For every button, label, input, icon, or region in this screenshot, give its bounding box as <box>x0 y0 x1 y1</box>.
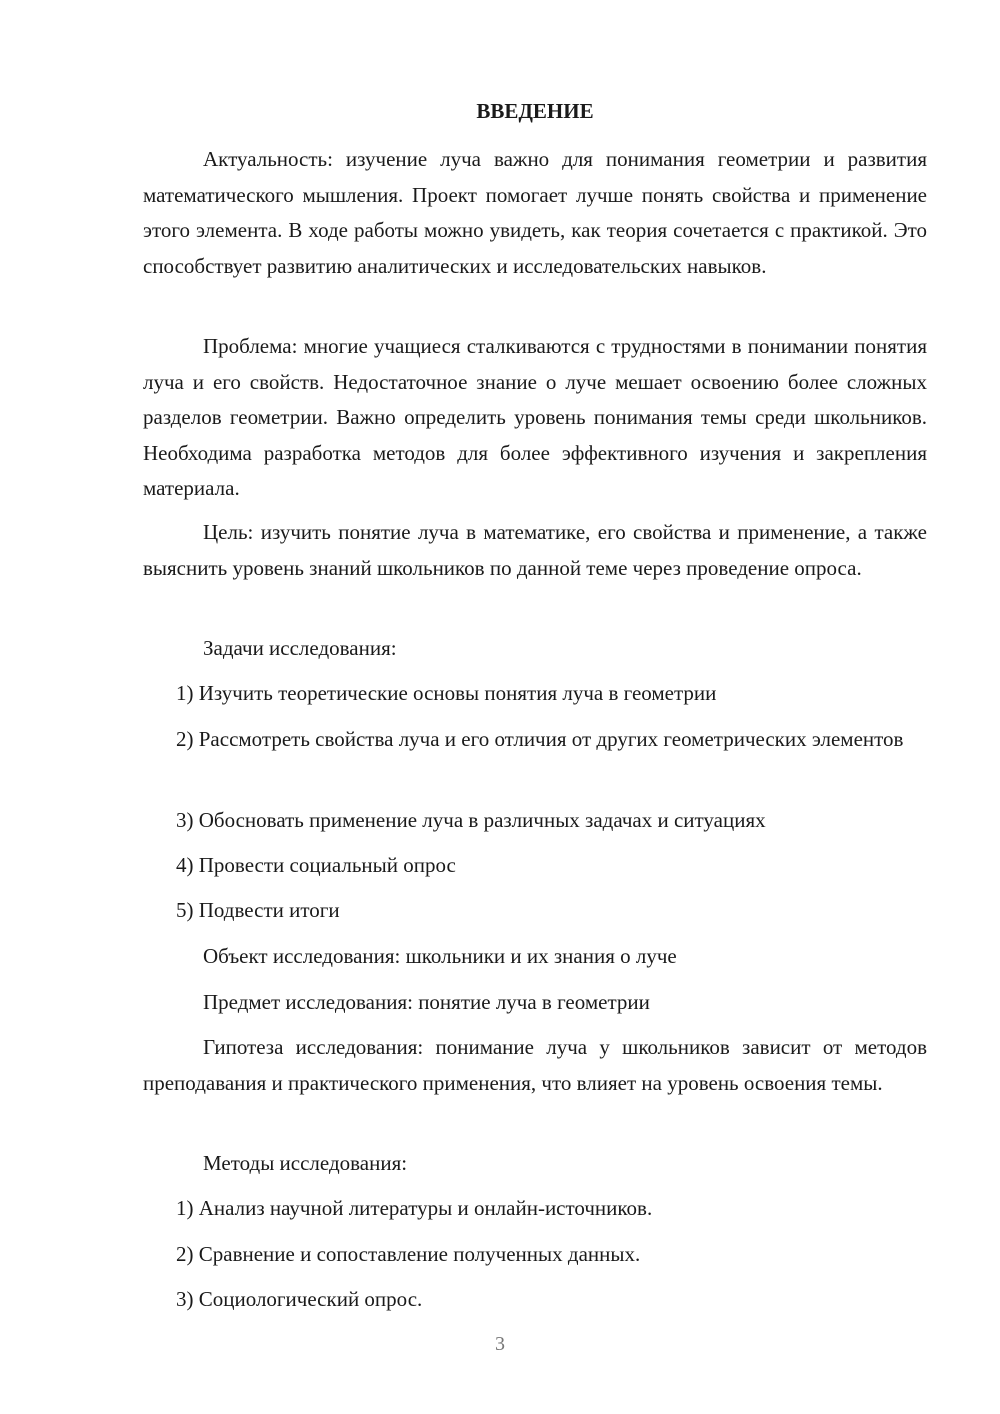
task-item: 3) Обосновать применение луча в различных задачах и ситуациях <box>176 808 766 832</box>
task-item: 5) Подвести итоги <box>176 898 340 922</box>
page-number: 3 <box>495 1333 505 1355</box>
task-item: 1) Изучить теоретические основы понятия луча в геометрии <box>176 681 717 705</box>
goal-paragraph: Цель: изучить понятие луча в математике, его свойства и применение, а также выяснить уровень знаний школьников по данной теме через проведение опроса. <box>143 520 927 580</box>
object-paragraph: Объект исследования: школьники и их знания о луче <box>203 944 677 968</box>
subject-paragraph: Предмет исследования: понятие луча в геометрии <box>203 990 650 1014</box>
tasks-heading: Задачи исследования: <box>203 636 397 660</box>
method-item: 3) Социологический опрос. <box>176 1287 423 1311</box>
method-item: 2) Сравнение и сопоставление полученных данных. <box>176 1242 641 1266</box>
methods-heading: Методы исследования: <box>203 1151 408 1175</box>
section-title: ВВЕДЕНИЕ <box>476 99 594 123</box>
task-item: 2) Рассмотреть свойства луча и его отличия от других геометрических элементов <box>176 727 904 751</box>
problem-paragraph: Проблема: многие учащиеся сталкиваются с трудностями в понимании понятия луча и его свойств. Недостаточное знание о луче мешает освоению более сложных разделов геометрии. Важно определить уровень понимания темы среди школьников. Необходима разработка методов для более эффективного изучения и закрепления материала. <box>143 334 927 500</box>
hypothesis-paragraph: Гипотеза исследования: понимание луча у школьников зависит от методов преподавания и практического применения, что влияет на уровень освоения темы. <box>143 1035 927 1095</box>
task-item: 4) Провести социальный опрос <box>176 853 456 877</box>
relevance-paragraph: Актуальность: изучение луча важно для понимания геометрии и развития математического мышления. Проект помогает лучше понять свойства и применение этого элемента. В ходе работы можно увидеть, как теория сочетается с практикой. Это способствует развитию аналитических и исследовательских навыков. <box>143 147 927 278</box>
method-item: 1) Анализ научной литературы и онлайн-источников. <box>176 1196 653 1220</box>
